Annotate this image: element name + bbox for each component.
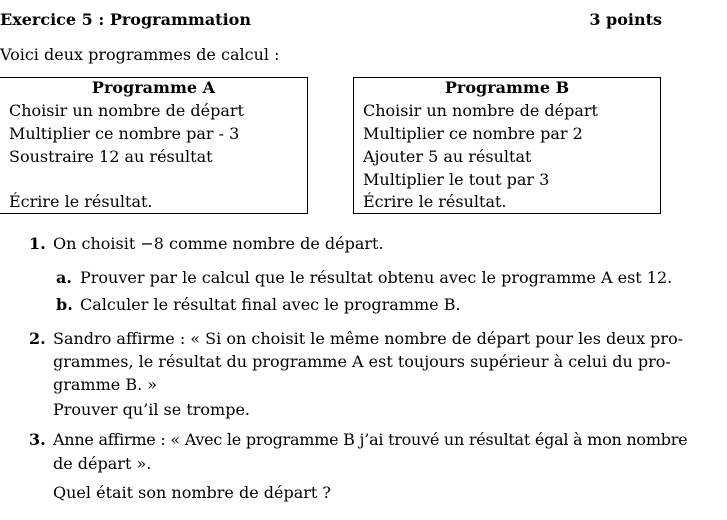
intro-text: Voici deux programmes de calcul : xyxy=(0,45,280,64)
program-a-line: Multiplier ce nombre par - 3 xyxy=(9,124,240,143)
program-a-box xyxy=(0,77,308,214)
program-b-line: Choisir un nombre de départ xyxy=(363,101,598,120)
program-b-box xyxy=(353,77,661,214)
program-a-title: Programme A xyxy=(91,78,216,97)
subquestion-text: Calculer le résultat final avec le programme B. xyxy=(80,295,461,314)
subquestion-label: a. xyxy=(56,268,72,287)
question-text: gramme B. » xyxy=(53,375,158,394)
question-number: 3. xyxy=(29,430,46,449)
exercise-title: Exercice 5 : Programmation xyxy=(0,10,251,29)
subquestion-label: b. xyxy=(56,295,73,314)
question-number: 1. xyxy=(29,234,46,253)
program-b-line: Écrire le résultat. xyxy=(363,192,507,211)
question-text: On choisit −8 comme nombre de départ. xyxy=(53,234,384,253)
exercise-points: 3 points xyxy=(589,10,662,29)
program-b-line: Multiplier le tout par 3 xyxy=(363,170,550,189)
program-a-line: Écrire le résultat. xyxy=(9,192,153,211)
question-text: Prouver qu’il se trompe. xyxy=(53,400,250,419)
question-text: Quel était son nombre de départ ? xyxy=(53,483,331,502)
question-text: de départ ». xyxy=(53,454,152,473)
program-b-line: Multiplier ce nombre par 2 xyxy=(363,124,583,143)
program-a-line: Choisir un nombre de départ xyxy=(9,101,244,120)
question-text: grammes, le résultat du programme A est toujours supérieur à celui du pro- xyxy=(53,352,671,371)
program-a-line: Soustraire 12 au résultat xyxy=(9,147,213,166)
question-text: Sandro affirme : « Si on choisit le même nombre de départ pour les deux pro- xyxy=(53,329,684,348)
question-number: 2. xyxy=(29,329,46,348)
subquestion-text: Prouver par le calcul que le résultat obtenu avec le programme A est 12. xyxy=(80,268,673,287)
question-text: Anne affirme : « Avec le programme B j’ai trouvé un résultat égal à mon nombre xyxy=(53,430,688,449)
program-b-title: Programme B xyxy=(444,78,570,97)
program-b-line: Ajouter 5 au résultat xyxy=(363,147,532,166)
exercise-header xyxy=(0,10,662,30)
